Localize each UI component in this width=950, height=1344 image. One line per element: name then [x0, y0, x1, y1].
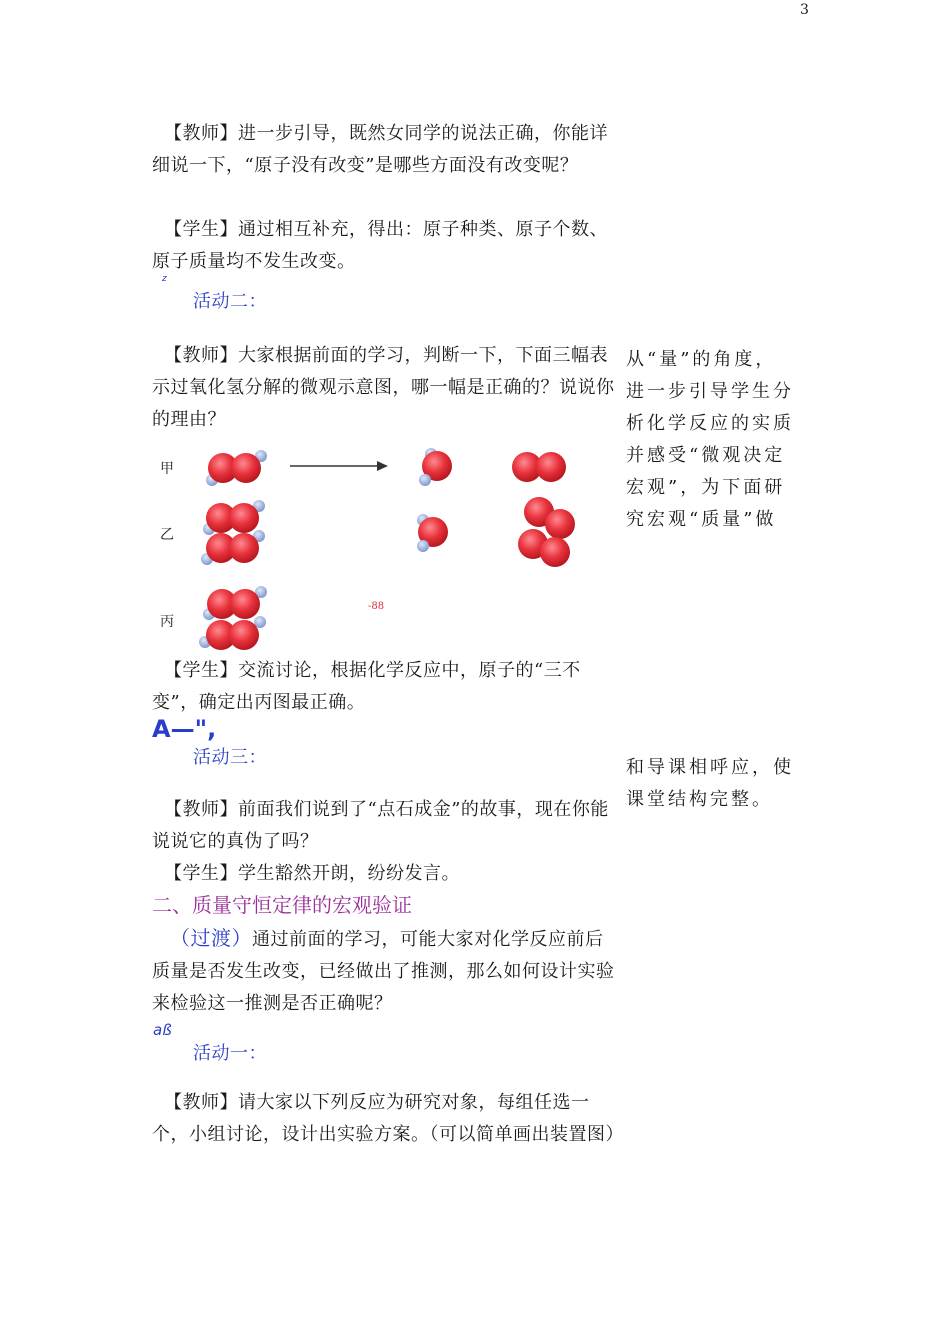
- stray-figure-text: -88: [368, 601, 385, 612]
- transition-label: （过渡）: [170, 926, 252, 950]
- molecule-label-bing: 丙: [160, 614, 174, 630]
- teacher-paragraph-4: 【教师】请大家以下列反应为研究对象，每组任选一个，小组讨论，设计出实验方案。（可以简单画出装置图）: [152, 1092, 624, 1145]
- page-number: 3: [800, 2, 809, 18]
- water-molecule-yi: [417, 514, 448, 552]
- transition-paragraph: [152, 922, 617, 1020]
- h2o2-molecule-jia: [206, 450, 267, 486]
- teacher-paragraph-2: 【教师】大家根据前面的学习，判断一下，下面三幅表示过氧化氢分解的微观示意图，哪一幅是正确的？说说你的理由？: [152, 345, 615, 430]
- teacher-paragraph-1: 【教师】进一步引导，既然女同学的说法正确，你能详细说一下，“原子没有改变”是哪些方面没有改变呢？: [152, 123, 608, 176]
- h2o2-molecule-bing-2: [199, 616, 266, 650]
- molecule-diagram: [185, 442, 625, 652]
- h2o2-molecule-yi-2: [201, 530, 265, 565]
- oxygen-molecule-jia: [512, 452, 566, 482]
- transition-text: 通过前面的学习，可能大家对化学反应前后质量是否发生改变，已经做出了推测，那么如何设计实验来检验这一推测是否正确呢？: [152, 929, 615, 1014]
- molecule-label-jia: 甲: [160, 461, 174, 477]
- stray-mark-2: A—",: [152, 715, 217, 743]
- stray-mark-1: z: [162, 274, 167, 284]
- molecule-label-yi: 乙: [160, 527, 174, 543]
- water-molecule-jia: [419, 448, 452, 486]
- reaction-arrow: [290, 461, 388, 471]
- teacher-paragraph-3: 【教师】前面我们说到了“点石成金”的故事，现在你能说说它的真伪了吗？: [152, 799, 609, 852]
- side-note-1: 从“量”的角度，进一步引导学生分析化学反应的实质并感受“微观决定宏观”，为下面研究宏观“质量”做: [626, 349, 794, 530]
- student-paragraph-1: 【学生】通过相互补充，得出：原子种类、原子个数、原子质量均不发生改变。: [152, 219, 608, 272]
- stray-mark-3: aß: [153, 1021, 172, 1039]
- h2o2-molecule-yi-1: [203, 500, 265, 535]
- activity-one-heading: 活动一：: [193, 1043, 267, 1064]
- student-paragraph-2: 【学生】交流讨论，根据化学反应中，原子的“三不变”，确定出丙图最正确。: [152, 660, 581, 713]
- side-note-2: 和导课相呼应，使课堂结构完整。: [626, 757, 794, 810]
- oxygen-molecules-yi: [518, 497, 575, 567]
- section-heading: 二、质量守恒定律的宏观验证: [152, 893, 412, 917]
- student-paragraph-3: 【学生】学生豁然开朗，纷纷发言。: [164, 863, 460, 884]
- h2o2-molecule-bing-1: [203, 586, 267, 620]
- activity-two-heading: 活动二：: [193, 291, 267, 312]
- activity-three-heading: 活动三：: [193, 747, 267, 768]
